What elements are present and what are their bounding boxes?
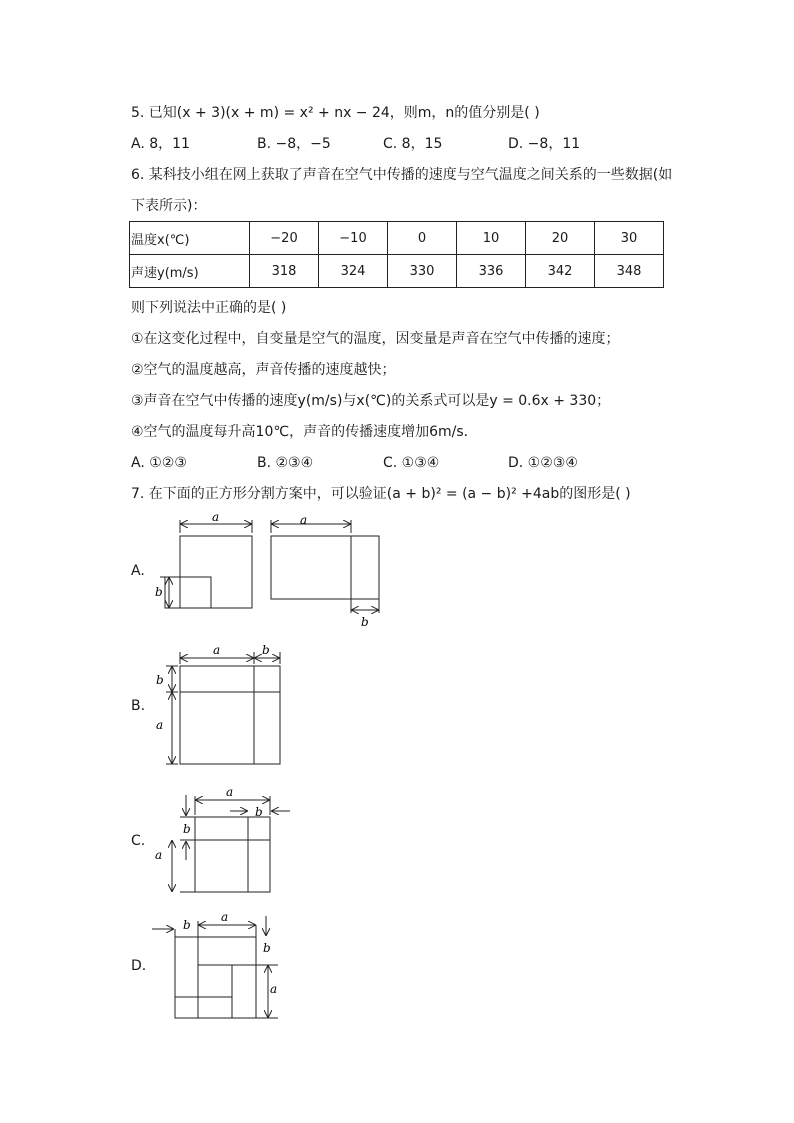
- q6-option-b: B. ②③④: [257, 455, 314, 471]
- q6-stem-line2: 下表所示)：: [131, 198, 207, 214]
- table-row: [130, 222, 664, 255]
- label-b: b: [263, 941, 271, 955]
- q5-option-b: B. −8，−5: [257, 136, 331, 152]
- figure-a-label: A.: [131, 563, 145, 579]
- q6-option-c: C. ①③④: [383, 455, 440, 471]
- table-cell: 330: [388, 255, 457, 288]
- q6-stem-line1: 6. 某科技小组在网上获取了声音在空气中传播的速度与空气温度之间关系的一些数据(如: [131, 167, 673, 183]
- q5-option-d: D. −8，11: [508, 136, 581, 152]
- label-b: b: [361, 615, 369, 629]
- q6-option-a: A. ①②③: [131, 455, 187, 471]
- table-cell: 20: [526, 222, 595, 255]
- table-cell: 30: [595, 222, 664, 255]
- label-b: b: [155, 585, 163, 599]
- label-b: b: [262, 643, 270, 657]
- q5-stem: 5. 已知(x + 3)(x + m) = x² + nx − 24，则m，n的值分别是( ): [131, 105, 540, 121]
- table-cell: 0: [388, 222, 457, 255]
- table-header-temperature: 温度x(℃): [130, 222, 250, 255]
- figure-d-diagram: [150, 905, 290, 1030]
- table-cell: 324: [319, 255, 388, 288]
- q6-statement-4: ④空气的温度每升高10℃，声音的传播速度增加6m/s．: [131, 424, 478, 440]
- q6-prompt: 则下列说法中正确的是( ): [131, 300, 287, 316]
- q6-option-d: D. ①②③④: [508, 455, 578, 471]
- q5-option-c: C. 8，15: [383, 136, 443, 152]
- q6-data-table: [129, 221, 664, 288]
- table-cell: 336: [457, 255, 526, 288]
- table-cell: −20: [250, 222, 319, 255]
- table-cell: 342: [526, 255, 595, 288]
- table-row: [130, 255, 664, 288]
- label-b: b: [255, 805, 263, 819]
- figure-b-diagram: [150, 640, 290, 770]
- figure-d-label: D.: [131, 958, 147, 974]
- label-b: b: [183, 918, 191, 932]
- label-b: b: [156, 673, 164, 687]
- table-cell: 348: [595, 255, 664, 288]
- figure-c-diagram: [150, 780, 295, 898]
- label-a: a: [221, 910, 229, 924]
- label-a: a: [213, 643, 221, 657]
- q5-option-a: A. 8，11: [131, 136, 190, 152]
- table-cell: 10: [457, 222, 526, 255]
- figure-c-label: C.: [131, 833, 146, 849]
- q6-statement-3: ③声音在空气中传播的速度y(m/s)与x(℃)的关系式可以是y = 0.6x + 330；: [131, 393, 611, 409]
- q6-statement-2: ②空气的温度越高，声音传播的速度越快；: [131, 362, 396, 378]
- label-a: a: [156, 718, 164, 732]
- label-a: a: [270, 982, 278, 996]
- figure-b-label: B.: [131, 698, 146, 714]
- label-a: a: [300, 513, 308, 527]
- table-header-sound-speed: 声速y(m/s): [130, 255, 250, 288]
- table-cell: −10: [319, 222, 388, 255]
- label-a: a: [212, 510, 220, 524]
- table-cell: 318: [250, 255, 319, 288]
- label-a: a: [155, 848, 163, 862]
- q6-statement-1: ①在这变化过程中，自变量是空气的温度，因变量是声音在空气中传播的速度；: [131, 331, 620, 347]
- figure-a-diagram: [150, 508, 390, 633]
- label-a: a: [226, 785, 234, 799]
- label-b: b: [183, 822, 191, 836]
- q7-stem: 7. 在下面的正方形分割方案中，可以验证(a + b)² = (a − b)² +4ab的图形是( ): [131, 486, 631, 502]
